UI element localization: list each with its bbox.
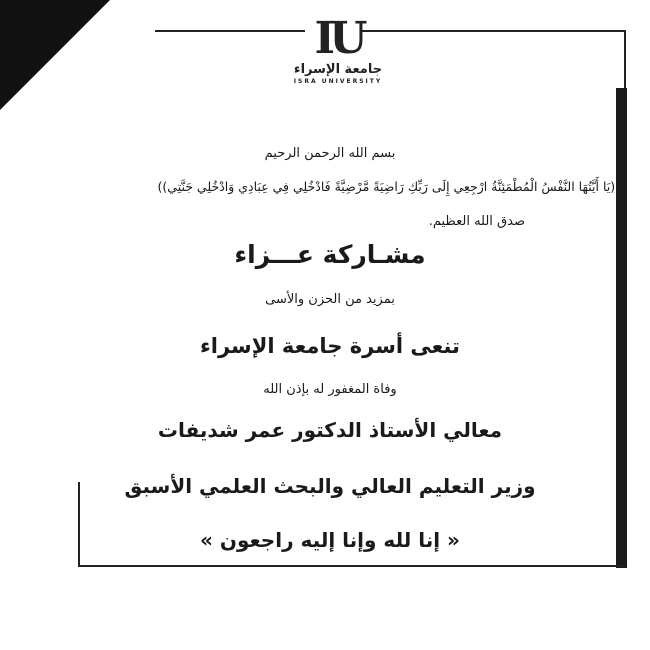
logo-name-arabic: جامعة الإسراء (293, 62, 383, 77)
deceased-title: وزير التعليم العالي والبحث العلمي الأسبق (124, 474, 536, 498)
university-logo (288, 13, 388, 86)
logo-name-english: ISRA UNIVERSITY (293, 78, 383, 85)
condolence-heading: مشـاركة عـــزاء (234, 240, 426, 269)
grief-line: بمزيد من الحزن والأسى (265, 292, 395, 307)
basmala: بسم الله الرحمن الرحيم (264, 146, 396, 161)
corner-triangle-decoration (0, 0, 110, 110)
logo-mark: IU (314, 13, 362, 64)
frame-top-right-line (362, 30, 625, 32)
frame-top-left-line (155, 30, 305, 32)
family-line: تنعى أسرة جامعة الإسراء (200, 334, 460, 358)
passing-line: وفاة المغفور له بإذن الله (263, 382, 397, 397)
deceased-name: معالي الأستاذ الدكتور عمر شديفات (157, 418, 503, 442)
sadaq-line: صدق الله العظيم. (428, 214, 525, 229)
frame-right-thick-bar (616, 88, 627, 568)
frame-bottom-line (78, 565, 626, 567)
closing-phrase: « إنا لله وإنا إليه راجعون » (200, 528, 460, 552)
frame-right-thin-line (624, 30, 626, 90)
quran-verse: ((يَا أَيَّتُهَا النَّفْسُ الْمُطْمَئِنَّةُ ارْجِعِي إِلَى رَبِّكِ رَاضِيَةً مَّرْضِيَّةً فَادْخُلِي فِي عِبَادِي وَادْخُلِي جَنَّتِي)) (157, 179, 620, 194)
